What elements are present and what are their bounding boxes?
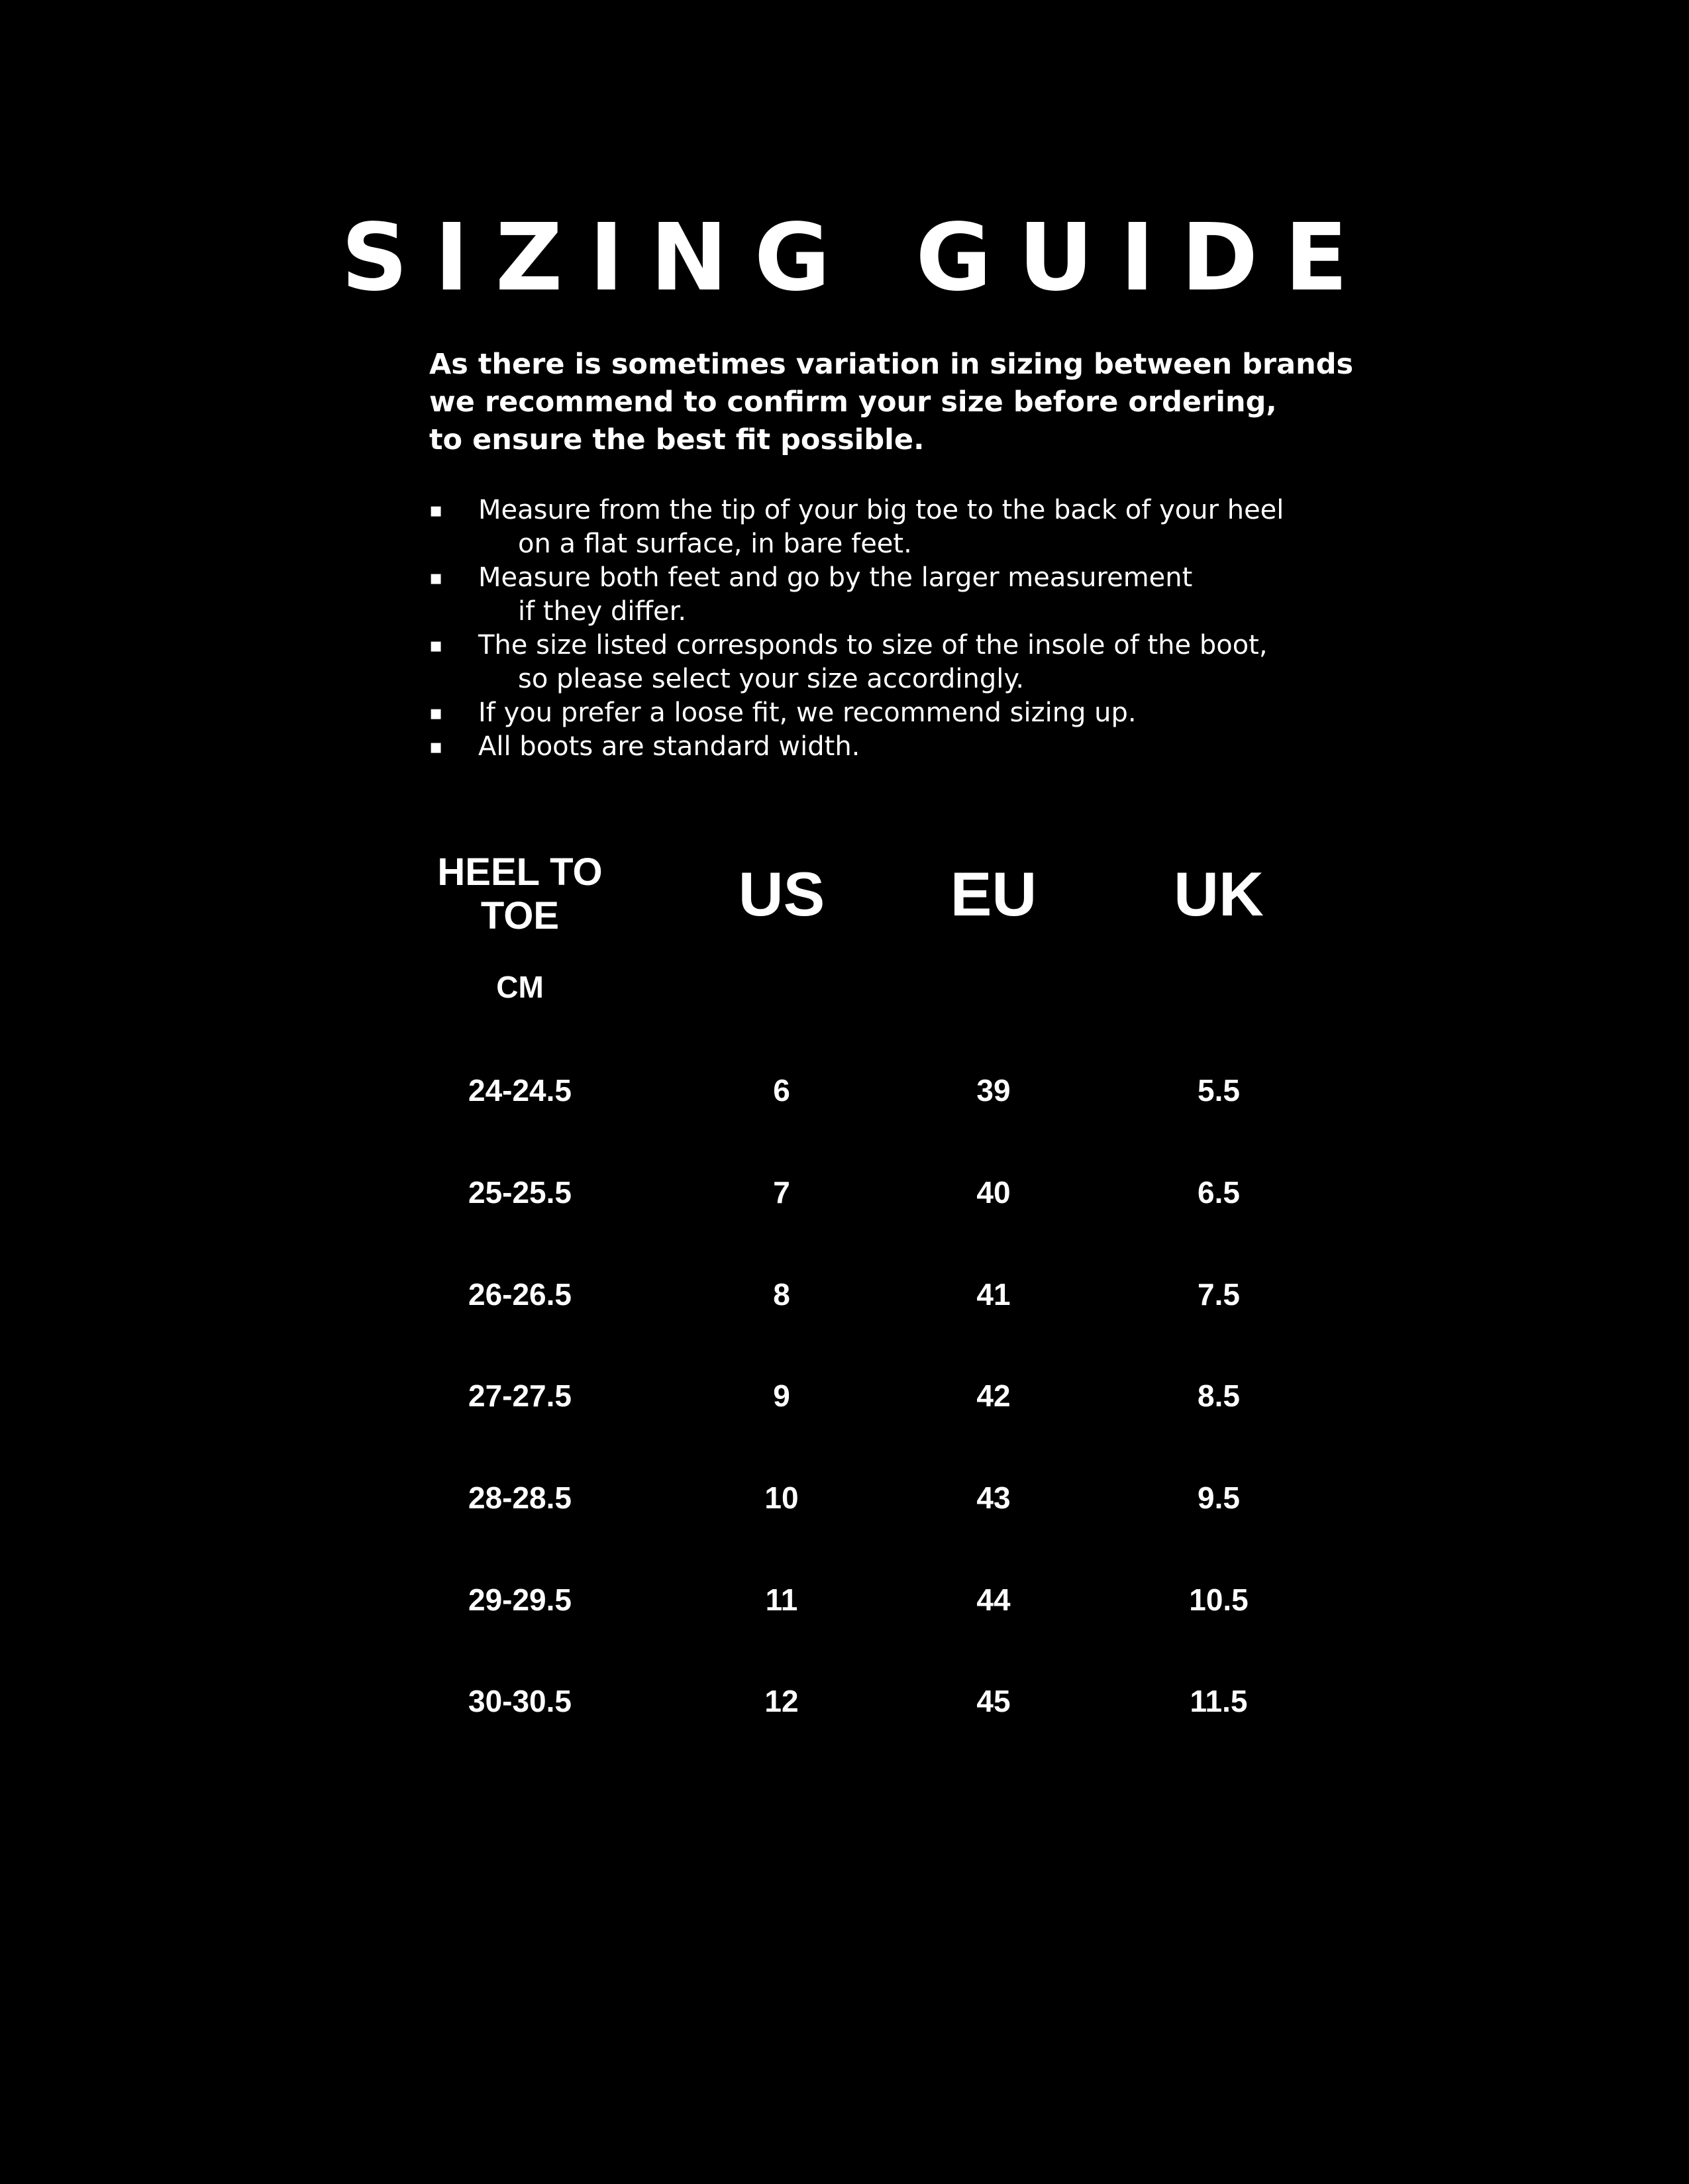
cell-uk: 9.5 xyxy=(1198,1481,1240,1515)
cell-uk: 6.5 xyxy=(1198,1175,1240,1210)
cell-cm: 27-27.5 xyxy=(468,1378,572,1413)
cell-uk: 5.5 xyxy=(1198,1073,1240,1108)
column-header-us: US xyxy=(738,859,825,929)
cell-cm: 30-30.5 xyxy=(468,1684,572,1718)
table-row xyxy=(0,1577,1689,1623)
column-header-uk: UK xyxy=(1174,859,1264,929)
cell-cm: 29-29.5 xyxy=(468,1583,572,1617)
cell-us: 12 xyxy=(764,1684,799,1718)
cell-us: 7 xyxy=(773,1175,790,1210)
list-item xyxy=(429,494,1356,561)
cell-eu: 42 xyxy=(976,1378,1011,1413)
bullet-icon: ▪ xyxy=(429,499,443,522)
column-header-eu: EU xyxy=(950,859,1037,929)
cell-cm: 26-26.5 xyxy=(468,1277,572,1312)
column-header-line: TOE xyxy=(480,894,560,937)
intro-line: we recommend to confirm your size before ordering, xyxy=(429,386,1277,419)
list-item-text: if they differ. xyxy=(518,596,687,627)
cell-cm: 25-25.5 xyxy=(468,1175,572,1210)
column-header-line: HEEL TO xyxy=(437,851,603,894)
intro-paragraph xyxy=(429,346,1356,459)
cell-eu: 43 xyxy=(976,1481,1011,1515)
list-item-text: on a flat surface, in bare feet. xyxy=(518,529,912,559)
intro-line: to ensure the best fit possible. xyxy=(429,423,925,456)
bullet-icon: ▪ xyxy=(429,735,443,758)
table-row xyxy=(0,1067,1689,1114)
list-item-text: Measure both feet and go by the larger measurement xyxy=(478,562,1193,593)
table-row xyxy=(0,1373,1689,1419)
table-row xyxy=(0,1271,1689,1318)
table-row xyxy=(0,1169,1689,1216)
bullet-icon: ▪ xyxy=(429,634,443,657)
bullet-icon: ▪ xyxy=(429,566,443,590)
list-item xyxy=(429,629,1356,696)
cell-us: 10 xyxy=(764,1481,799,1515)
column-header-unit-cm: CM xyxy=(496,970,544,1004)
cell-us: 9 xyxy=(773,1378,790,1413)
cell-cm: 28-28.5 xyxy=(468,1481,572,1515)
cell-eu: 44 xyxy=(976,1583,1011,1617)
cell-eu: 41 xyxy=(976,1277,1011,1312)
cell-us: 8 xyxy=(773,1277,790,1312)
cell-eu: 40 xyxy=(976,1175,1011,1210)
cell-uk: 11.5 xyxy=(1190,1684,1248,1718)
list-item-text: Measure from the tip of your big toe to the back of your heel xyxy=(478,495,1284,525)
cell-us: 6 xyxy=(773,1073,790,1108)
cell-eu: 45 xyxy=(976,1684,1011,1718)
list-item xyxy=(429,561,1356,629)
measurement-tips-list xyxy=(429,494,1356,764)
page-title: SIZING GUIDE xyxy=(341,204,1374,312)
list-item xyxy=(429,730,1356,764)
list-item-text: The size listed corresponds to size of the insole of the boot, xyxy=(478,630,1268,660)
cell-uk: 8.5 xyxy=(1198,1378,1240,1413)
list-item-text: so please select your size accordingly. xyxy=(518,664,1025,694)
cell-uk: 10.5 xyxy=(1189,1583,1249,1617)
intro-line: As there is sometimes variation in sizing between brands xyxy=(429,348,1354,381)
cell-uk: 7.5 xyxy=(1198,1277,1240,1312)
cell-cm: 24-24.5 xyxy=(468,1073,572,1108)
column-header-heel-to-toe xyxy=(411,851,629,938)
cell-us: 11 xyxy=(765,1583,798,1617)
cell-eu: 39 xyxy=(976,1073,1011,1108)
list-item-text: If you prefer a loose fit, we recommend sizing up. xyxy=(478,698,1137,728)
table-row xyxy=(0,1678,1689,1724)
list-item-text: All boots are standard width. xyxy=(478,731,860,762)
list-item xyxy=(429,696,1356,730)
bullet-icon: ▪ xyxy=(429,702,443,725)
table-row xyxy=(0,1475,1689,1521)
